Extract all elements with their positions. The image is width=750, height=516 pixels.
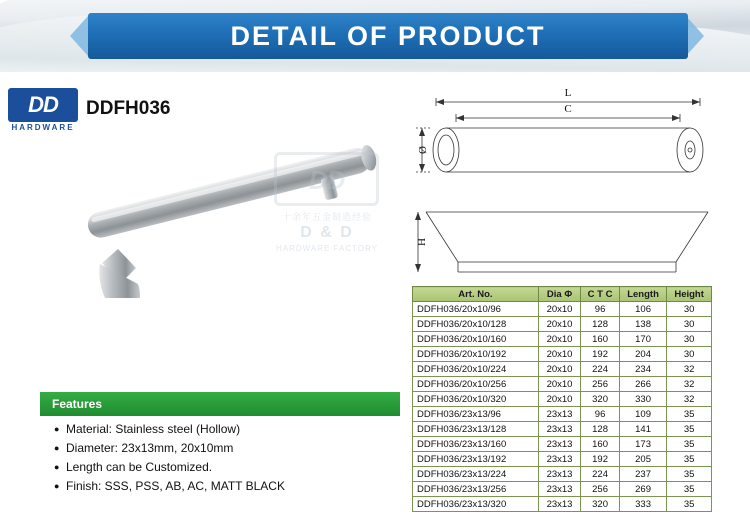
cell-art-no: DDFH036/23x13/96 (413, 407, 539, 422)
header-right-arrow-icon (686, 16, 704, 56)
cell-dia: 20x10 (538, 377, 581, 392)
features-panel (40, 392, 400, 502)
cell-dia: 23x13 (538, 437, 581, 452)
cell-height: 35 (667, 407, 712, 422)
cell-length: 205 (619, 452, 666, 467)
cell-height: 30 (667, 302, 712, 317)
cell-height: 35 (667, 467, 712, 482)
cell-length: 204 (619, 347, 666, 362)
cell-dia: 23x13 (538, 482, 581, 497)
cell-dia: 23x13 (538, 422, 581, 437)
cell-length: 266 (619, 377, 666, 392)
watermark-line-1: 十余年五金制造经验 (281, 212, 372, 222)
cell-ctc: 192 (581, 452, 620, 467)
cell-height: 35 (667, 452, 712, 467)
cell-ctc: 256 (581, 482, 620, 497)
product-photo (40, 78, 410, 298)
cell-dia: 23x13 (538, 497, 581, 512)
list-item: ● Diameter: 23x13mm, 20x10mm (54, 439, 285, 458)
cell-length: 330 (619, 392, 666, 407)
table-row (413, 452, 712, 467)
page-title: DETAIL OF PRODUCT (230, 21, 546, 51)
cell-dia: 23x13 (538, 467, 581, 482)
specification-table-wrapper (412, 286, 712, 512)
cell-height: 30 (667, 347, 712, 362)
table-row (413, 302, 712, 317)
technical-drawings (412, 76, 742, 276)
cell-art-no: DDFH036/20x10/256 (413, 377, 539, 392)
cell-dia: 20x10 (538, 332, 581, 347)
cell-dia: 20x10 (538, 347, 581, 362)
cell-dia: 20x10 (538, 392, 581, 407)
features-list (40, 420, 285, 496)
cell-ctc: 224 (581, 362, 620, 377)
cell-art-no: DDFH036/20x10/192 (413, 347, 539, 362)
page-header (0, 0, 750, 72)
specification-table (412, 286, 712, 512)
product-photo-svg (40, 78, 410, 298)
cell-art-no: DDFH036/23x13/160 (413, 437, 539, 452)
features-heading: Features (40, 392, 400, 416)
cell-length: 106 (619, 302, 666, 317)
cell-art-no: DDFH036/23x13/192 (413, 452, 539, 467)
cell-length: 138 (619, 317, 666, 332)
dimension-label-diameter: Ø (417, 146, 429, 154)
table-row (413, 482, 712, 497)
cell-height: 35 (667, 497, 712, 512)
cell-height: 35 (667, 422, 712, 437)
table-row (413, 422, 712, 437)
cell-dia: 23x13 (538, 452, 581, 467)
col-height: Height (667, 287, 712, 302)
dimension-label-H: H (416, 238, 428, 246)
cell-art-no: DDFH036/20x10/320 (413, 392, 539, 407)
cell-ctc: 192 (581, 347, 620, 362)
logo-wordmark: HARDWARE (11, 123, 75, 132)
cell-height: 35 (667, 482, 712, 497)
drawing-svg (412, 76, 742, 276)
table-row (413, 362, 712, 377)
cell-dia: 23x13 (538, 407, 581, 422)
cell-art-no: DDFH036/23x13/128 (413, 422, 539, 437)
cell-ctc: 96 (581, 407, 620, 422)
cell-ctc: 224 (581, 467, 620, 482)
cell-ctc: 160 (581, 437, 620, 452)
product-model-number: DDFH036 (86, 98, 171, 119)
col-length: Length (619, 287, 666, 302)
watermark-line-3: HARDWARE FACTORY (275, 244, 379, 253)
cell-ctc: 320 (581, 497, 620, 512)
cell-length: 109 (619, 407, 666, 422)
table-row (413, 332, 712, 347)
cell-height: 32 (667, 392, 712, 407)
list-item: ● Finish: SSS, PSS, AB, AC, MATT BLACK (54, 477, 285, 496)
cell-art-no: DDFH036/20x10/160 (413, 332, 539, 347)
cell-height: 35 (667, 437, 712, 452)
cell-ctc: 256 (581, 377, 620, 392)
table-row (413, 317, 712, 332)
cell-ctc: 128 (581, 422, 620, 437)
cell-ctc: 96 (581, 302, 620, 317)
cell-length: 237 (619, 467, 666, 482)
cell-dia: 20x10 (538, 302, 581, 317)
cell-art-no: DDFH036/23x13/256 (413, 482, 539, 497)
header-left-arrow-icon (70, 16, 88, 56)
cell-height: 30 (667, 332, 712, 347)
watermark-line-2: D & D (300, 224, 354, 241)
logo-mark-text: DD (8, 88, 78, 122)
list-item: ● Length can be Customized. (54, 458, 285, 477)
dimension-label-L: L (564, 87, 572, 99)
table-row (413, 377, 712, 392)
cell-art-no: DDFH036/23x13/224 (413, 467, 539, 482)
cell-dia: 20x10 (538, 317, 581, 332)
col-dia: Dia Φ (538, 287, 581, 302)
table-row (413, 392, 712, 407)
cell-art-no: DDFH036/20x10/128 (413, 317, 539, 332)
cell-height: 32 (667, 362, 712, 377)
table-row (413, 497, 712, 512)
cell-length: 170 (619, 332, 666, 347)
cell-dia: 20x10 (538, 362, 581, 377)
table-row (413, 467, 712, 482)
cell-art-no: DDFH036/23x13/320 (413, 497, 539, 512)
cell-ctc: 320 (581, 392, 620, 407)
table-row (413, 407, 712, 422)
col-ctc: C T C (581, 287, 620, 302)
cell-length: 269 (619, 482, 666, 497)
cell-length: 234 (619, 362, 666, 377)
table-header-row (413, 287, 712, 302)
cell-length: 141 (619, 422, 666, 437)
cell-ctc: 160 (581, 332, 620, 347)
col-art-no: Art. No. (413, 287, 539, 302)
cell-length: 333 (619, 497, 666, 512)
list-item: ● Material: Stainless steel (Hollow) (54, 420, 285, 439)
dimension-label-C: C (564, 103, 572, 115)
watermark-badge: DD (274, 152, 379, 206)
table-row (413, 437, 712, 452)
cell-height: 32 (667, 377, 712, 392)
cell-ctc: 128 (581, 317, 620, 332)
cell-art-no: DDFH036/20x10/224 (413, 362, 539, 377)
table-row (413, 347, 712, 362)
cell-length: 173 (619, 437, 666, 452)
cell-art-no: DDFH036/20x10/96 (413, 302, 539, 317)
cell-height: 30 (667, 317, 712, 332)
